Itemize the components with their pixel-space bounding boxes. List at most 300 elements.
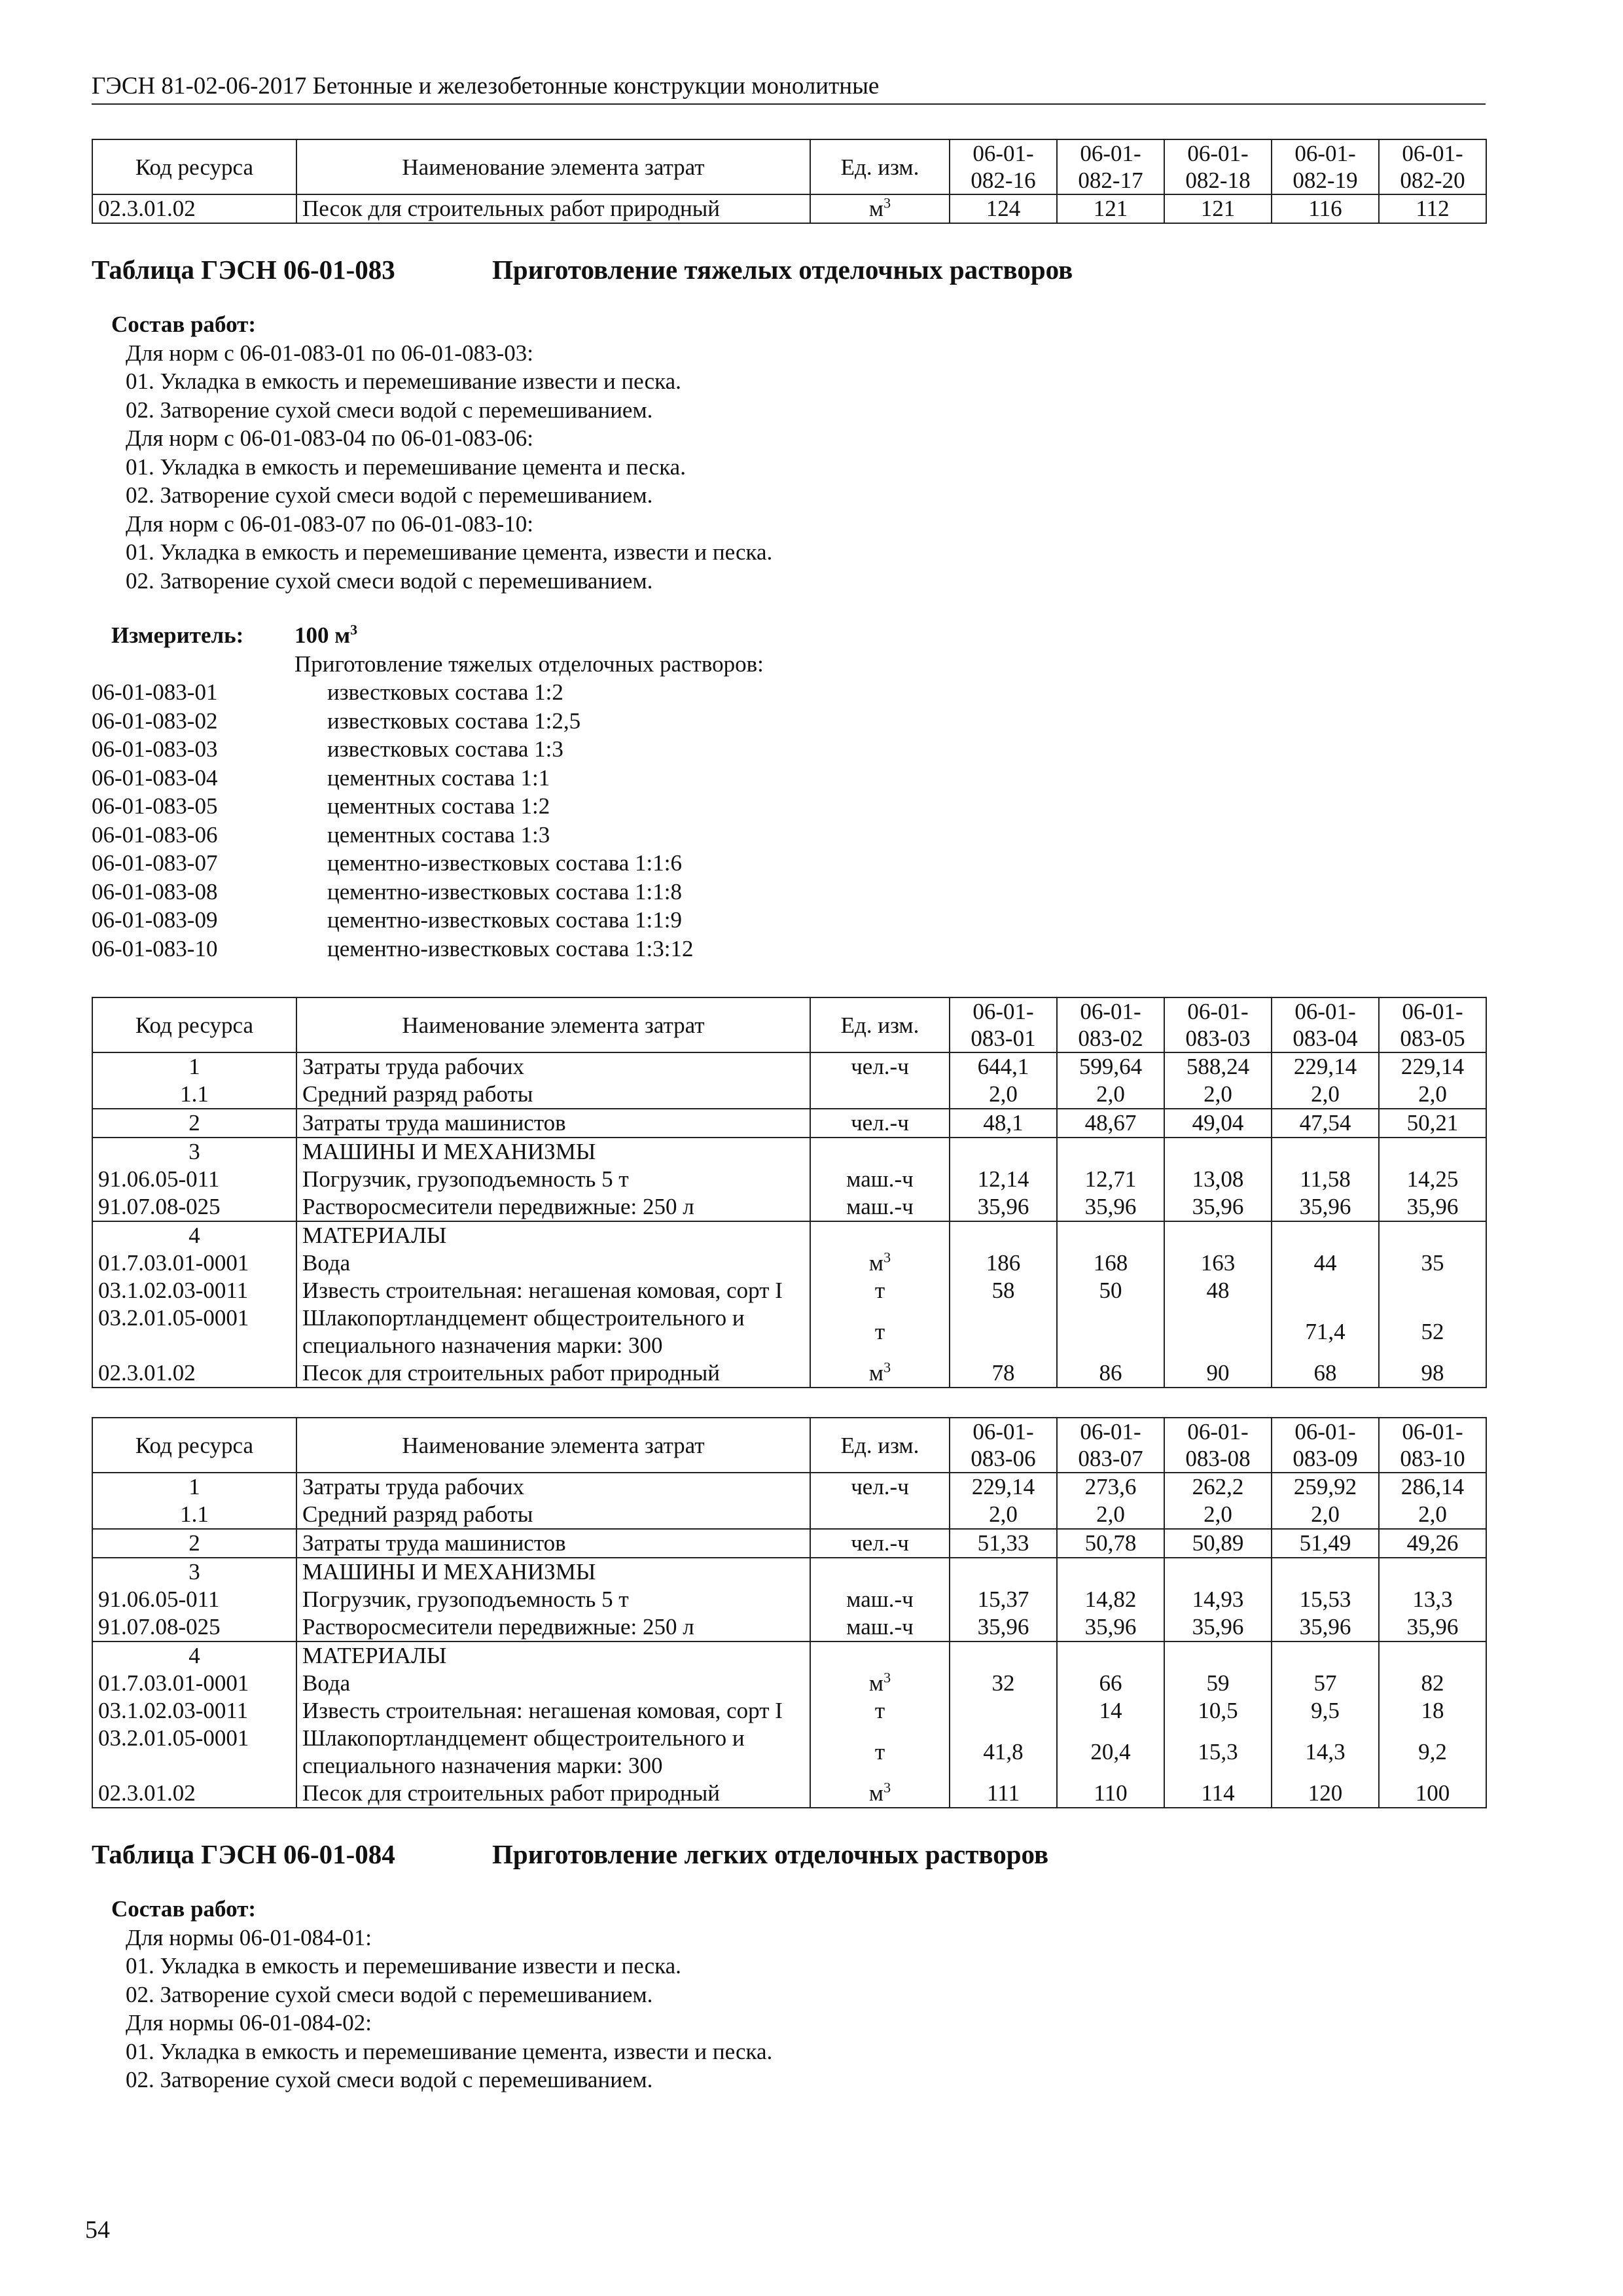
resource-name: Растворосмесители передвижные: 250 л: [296, 1193, 810, 1221]
value-cell: 35,96: [1379, 1193, 1486, 1221]
resource-code: 2: [92, 1529, 296, 1558]
value-cell: 50,89: [1164, 1529, 1272, 1558]
value-cell: [950, 1304, 1057, 1359]
table-row: [92, 1277, 1486, 1304]
table-row: [92, 1249, 1486, 1277]
norm-row: [92, 821, 1486, 850]
composition-label: Состав работ:: [111, 312, 256, 337]
norm-description: известковых состава 1:2,5: [327, 708, 581, 734]
resource-code: 1.1: [92, 1081, 296, 1109]
resource-code: 1: [92, 1052, 296, 1081]
value-cell: 13,3: [1379, 1586, 1486, 1613]
top-resource-table: [92, 139, 1487, 224]
table-row: [92, 1725, 1486, 1780]
norm-row: [92, 849, 1486, 878]
resource-unit: [810, 1081, 950, 1109]
value-cell: [950, 1138, 1057, 1166]
unit-text: м: [868, 1780, 884, 1806]
table-row: [92, 1670, 1486, 1697]
unit-text: маш.-ч: [846, 1614, 914, 1640]
value-cell: 2,0: [1057, 1501, 1164, 1529]
value-cell: 2,0: [1164, 1501, 1272, 1529]
value-cell: 15,3: [1164, 1725, 1272, 1780]
resource-unit: [810, 1558, 950, 1586]
value-cell: 2,0: [1272, 1501, 1379, 1529]
composition-line: 02. Затворение сухой смеси водой с перемешиванием.: [126, 567, 653, 594]
norm-row: [92, 792, 1486, 821]
value-cell: 229,14: [950, 1473, 1057, 1501]
value-cell: 35: [1379, 1249, 1486, 1277]
col-header-norm: [1379, 139, 1486, 194]
composition-line: Для нормы 06-01-084-02:: [126, 2010, 372, 2036]
table-row: [92, 194, 1486, 223]
table-row: [92, 1558, 1486, 1586]
value-cell: [1057, 1138, 1164, 1166]
value-cell: 35,96: [950, 1613, 1057, 1641]
norm-row: [92, 707, 1486, 736]
resource-name: МАТЕРИАЛЫ: [296, 1641, 810, 1670]
value-cell: [950, 1697, 1057, 1725]
composition-line: 02. Затворение сухой смеси водой с перемешиванием.: [126, 2067, 653, 2092]
value-cell: [1057, 1221, 1164, 1249]
col-header-norm: [950, 139, 1057, 194]
resource-code: 91.06.05-011: [92, 1586, 296, 1613]
value-cell: 644,1: [950, 1052, 1057, 1081]
value-cell: 124: [950, 194, 1057, 223]
resource-unit: [810, 1473, 950, 1501]
value-cell: 50,21: [1379, 1109, 1486, 1138]
resource-unit: [810, 1166, 950, 1193]
resource-name: Шлакопортландцемент общестроительного и специального назначения марки: 300: [296, 1304, 810, 1359]
col-header-norm: [1379, 1418, 1486, 1473]
composition-line: Для нормы 06-01-084-01:: [126, 1924, 372, 1950]
resource-name: МАШИНЫ И МЕХАНИЗМЫ: [296, 1558, 810, 1586]
resource-unit: [810, 1304, 950, 1359]
col-header-norm: [1272, 139, 1379, 194]
table-row: [92, 1221, 1486, 1249]
composition-084: [111, 1895, 1486, 2094]
unit-text: чел.-ч: [851, 1474, 909, 1499]
unit-text: м: [868, 1250, 884, 1276]
value-cell: [1272, 1641, 1379, 1670]
resource-unit: [810, 1138, 950, 1166]
value-cell: 47,54: [1272, 1109, 1379, 1138]
norm-code-label: 06-01- 082-17: [1078, 141, 1143, 193]
resource-code: 91.07.08-025: [92, 1193, 296, 1221]
col-header-norm: [1057, 1418, 1164, 1473]
value-cell: 9,5: [1272, 1697, 1379, 1725]
composition-line: 01. Укладка в емкость и перемешивание цемента, извести и песка.: [126, 2038, 773, 2064]
value-cell: [1272, 1221, 1379, 1249]
value-cell: 273,6: [1057, 1473, 1164, 1501]
resource-unit: [810, 1359, 950, 1388]
norm-code-label: 06-01- 083-09: [1293, 1419, 1358, 1471]
norm-code-label: 06-01- 083-06: [971, 1419, 1036, 1471]
norm-code-label: 06-01- 083-08: [1185, 1419, 1251, 1471]
unit-text: маш.-ч: [846, 1166, 914, 1192]
measure-label: Измеритель:: [111, 622, 244, 648]
resource-code: 02.3.01.02: [92, 1780, 296, 1808]
resource-name: Затраты труда машинистов: [296, 1529, 810, 1558]
unit-text: т: [874, 1278, 885, 1303]
value-cell: 48: [1164, 1277, 1272, 1304]
unit-text: т: [874, 1698, 885, 1723]
resource-name: Погрузчик, грузоподъемность 5 т: [296, 1586, 810, 1613]
value-cell: [1379, 1277, 1486, 1304]
unit-text: т: [874, 1319, 885, 1344]
norm-description: цементных состава 1:1: [327, 764, 550, 791]
norm-code: 06-01-083-07: [92, 850, 218, 876]
norm-description: цементных состава 1:2: [327, 793, 550, 819]
norm-row: [92, 735, 1486, 764]
document-page: [92, 72, 1486, 2094]
table-row: [92, 1586, 1486, 1613]
col-header-norm: [1164, 1418, 1272, 1473]
value-cell: 48,67: [1057, 1109, 1164, 1138]
resource-name: МАШИНЫ И МЕХАНИЗМЫ: [296, 1138, 810, 1166]
value-cell: 10,5: [1164, 1697, 1272, 1725]
value-cell: 163: [1164, 1249, 1272, 1277]
value-cell: [1057, 1558, 1164, 1586]
unit-text: маш.-ч: [846, 1194, 914, 1219]
resource-name: Погрузчик, грузоподъемность 5 т: [296, 1166, 810, 1193]
norm-row: [92, 906, 1486, 935]
resource-unit: [810, 1277, 950, 1304]
value-cell: 286,14: [1379, 1473, 1486, 1501]
value-cell: 51,33: [950, 1529, 1057, 1558]
col-header-norm: [950, 997, 1057, 1052]
measure-superscript: 3: [350, 621, 358, 638]
value-cell: 49,26: [1379, 1529, 1486, 1558]
value-cell: 13,08: [1164, 1166, 1272, 1193]
table-row: [92, 1641, 1486, 1670]
value-cell: [1272, 1138, 1379, 1166]
norm-code-label: 06-01- 082-19: [1293, 141, 1358, 193]
table-083-caption: Приготовление тяжелых отделочных растворов: [492, 255, 1073, 285]
table-084-number: Таблица ГЭСН 06-01-084: [92, 1839, 395, 1869]
table-row: [92, 1613, 1486, 1641]
col-header-norm: [1057, 997, 1164, 1052]
table-row: [92, 1193, 1486, 1221]
resource-unit: [810, 1586, 950, 1613]
resource-code: 3: [92, 1558, 296, 1586]
value-cell: 32: [950, 1670, 1057, 1697]
col-header-code: Код ресурса: [92, 1418, 296, 1473]
resource-unit: [810, 1221, 950, 1249]
resource-code: 01.7.03.01-0001: [92, 1249, 296, 1277]
value-cell: [950, 1221, 1057, 1249]
value-cell: 71,4: [1272, 1304, 1379, 1359]
col-header-norm: [1272, 1418, 1379, 1473]
col-header-unit: Ед. изм.: [810, 997, 950, 1052]
resource-name: Средний разряд работы: [296, 1081, 810, 1109]
value-cell: [1057, 1641, 1164, 1670]
norm-description: цементно-известковых состава 1:1:9: [327, 907, 682, 933]
norm-row: [92, 678, 1486, 707]
value-cell: 57: [1272, 1670, 1379, 1697]
value-cell: 116: [1272, 194, 1379, 223]
col-header-name: Наименование элемента затрат: [296, 139, 810, 194]
value-cell: 59: [1164, 1670, 1272, 1697]
value-cell: 90: [1164, 1359, 1272, 1388]
unit-text: м: [868, 1360, 884, 1386]
value-cell: 15,53: [1272, 1586, 1379, 1613]
col-header-norm: [1164, 997, 1272, 1052]
norm-code-label: 06-01- 083-04: [1293, 999, 1358, 1051]
norm-row: [92, 878, 1486, 906]
measure-value: [294, 621, 357, 650]
resource-table-083-part1: [92, 997, 1487, 1388]
table-084-caption: Приготовление легких отделочных растворов: [492, 1839, 1049, 1869]
table-row: [92, 1138, 1486, 1166]
resource-code: 02.3.01.02: [92, 1359, 296, 1388]
value-cell: [950, 1558, 1057, 1586]
col-header-name: Наименование элемента затрат: [296, 997, 810, 1052]
value-cell: 2,0: [1379, 1501, 1486, 1529]
composition-line: 02. Затворение сухой смеси водой с перемешиванием.: [126, 1981, 653, 2007]
value-cell: 50,78: [1057, 1529, 1164, 1558]
col-header-norm: [1379, 997, 1486, 1052]
resource-unit: [810, 1670, 950, 1697]
resource-name: Известь строительная: негашеная комовая, сорт I: [296, 1697, 810, 1725]
table-row: [92, 1697, 1486, 1725]
unit-text: чел.-ч: [851, 1054, 909, 1079]
unit-text: т: [874, 1739, 885, 1765]
norm-code: 06-01-083-01: [92, 679, 218, 705]
norm-description: известковых состава 1:3: [327, 736, 563, 762]
unit-text: м: [868, 196, 884, 221]
value-cell: [1272, 1558, 1379, 1586]
col-header-code: Код ресурса: [92, 997, 296, 1052]
norm-description: цементных состава 1:3: [327, 821, 550, 848]
value-cell: 112: [1379, 194, 1486, 223]
resource-name: Затраты труда рабочих: [296, 1473, 810, 1501]
norm-code-label: 06-01- 082-16: [971, 141, 1036, 193]
table-row: [92, 1052, 1486, 1081]
value-cell: 14,93: [1164, 1586, 1272, 1613]
value-cell: 121: [1164, 194, 1272, 223]
value-cell: 2,0: [1057, 1081, 1164, 1109]
composition-083: [111, 310, 1486, 595]
norm-code-label: 06-01- 083-10: [1400, 1419, 1465, 1471]
value-cell: 52: [1379, 1304, 1486, 1359]
value-cell: 35,96: [1057, 1613, 1164, 1641]
resource-unit: [810, 194, 950, 223]
value-cell: 41,8: [950, 1725, 1057, 1780]
resource-name: Средний разряд работы: [296, 1501, 810, 1529]
composition-line: 01. Укладка в емкость и перемешивание извести и песка.: [126, 368, 681, 394]
unit-superscript: 3: [883, 1249, 891, 1266]
resource-code: 2: [92, 1109, 296, 1138]
resource-unit: [810, 1641, 950, 1670]
value-cell: 15,37: [950, 1586, 1057, 1613]
unit-text: маш.-ч: [846, 1587, 914, 1612]
measure-row: [92, 650, 1486, 679]
table-row: [92, 1359, 1486, 1388]
resource-code: 01.7.03.01-0001: [92, 1670, 296, 1697]
value-cell: 66: [1057, 1670, 1164, 1697]
value-cell: 229,14: [1379, 1052, 1486, 1081]
resource-name: МАТЕРИАЛЫ: [296, 1221, 810, 1249]
value-cell: 51,49: [1272, 1529, 1379, 1558]
norm-code: 06-01-083-04: [92, 764, 218, 791]
norm-code: 06-01-083-09: [92, 907, 218, 933]
value-cell: 599,64: [1057, 1052, 1164, 1081]
composition-line: 01. Укладка в емкость и перемешивание цемента, извести и песка.: [126, 539, 773, 565]
resource-name: Растворосмесители передвижные: 250 л: [296, 1613, 810, 1641]
value-cell: 35,96: [1164, 1613, 1272, 1641]
table-083-title: [92, 254, 1486, 285]
value-cell: 44: [1272, 1249, 1379, 1277]
unit-text: чел.-ч: [851, 1110, 909, 1136]
table-row: [92, 1529, 1486, 1558]
table-083-number: Таблица ГЭСН 06-01-083: [92, 255, 395, 285]
value-cell: 588,24: [1164, 1052, 1272, 1081]
resource-unit: [810, 1697, 950, 1725]
norm-code: 06-01-083-02: [92, 708, 218, 734]
resource-unit: [810, 1725, 950, 1780]
col-header-norm: [1272, 997, 1379, 1052]
value-cell: 2,0: [1379, 1081, 1486, 1109]
measure-row: [92, 621, 1486, 650]
resource-name: Шлакопортландцемент общестроительного и специального назначения марки: 300: [296, 1725, 810, 1780]
value-cell: 86: [1057, 1359, 1164, 1388]
resource-unit: [810, 1613, 950, 1641]
resource-code: 03.1.02.03-0011: [92, 1277, 296, 1304]
resource-unit: [810, 1109, 950, 1138]
value-cell: [1164, 1558, 1272, 1586]
resource-name: Песок для строительных работ природный: [296, 194, 810, 223]
resource-name: Известь строительная: негашеная комовая, сорт I: [296, 1277, 810, 1304]
value-cell: 18: [1379, 1697, 1486, 1725]
measure-value-text: 100 м: [294, 622, 351, 648]
value-cell: 262,2: [1164, 1473, 1272, 1501]
norm-code-label: 06-01- 083-07: [1078, 1419, 1143, 1471]
value-cell: [1379, 1558, 1486, 1586]
value-cell: 168: [1057, 1249, 1164, 1277]
table-row: [92, 1109, 1486, 1138]
resource-unit: [810, 1052, 950, 1081]
col-header-unit: Ед. изм.: [810, 139, 950, 194]
col-header-unit: Ед. изм.: [810, 1418, 950, 1473]
value-cell: [950, 1641, 1057, 1670]
value-cell: 12,14: [950, 1166, 1057, 1193]
table-084-title: [92, 1839, 1486, 1870]
norm-description: цементно-известковых состава 1:1:8: [327, 878, 682, 905]
norm-code-label: 06-01- 082-20: [1400, 141, 1465, 193]
norm-code: 06-01-083-08: [92, 878, 218, 905]
value-cell: 35,96: [1057, 1193, 1164, 1221]
norm-code-label: 06-01- 083-01: [971, 999, 1036, 1051]
norm-description: цементно-известковых состава 1:1:6: [327, 850, 682, 876]
table-header-row: [92, 1418, 1486, 1473]
resource-unit: [810, 1529, 950, 1558]
norm-row: [92, 935, 1486, 963]
resource-name: Песок для строительных работ природный: [296, 1359, 810, 1388]
value-cell: 14,3: [1272, 1725, 1379, 1780]
unit-superscript: 3: [883, 1669, 891, 1686]
composition-label: Состав работ:: [111, 1896, 256, 1922]
value-cell: 20,4: [1057, 1725, 1164, 1780]
resource-code: 02.3.01.02: [92, 194, 296, 223]
value-cell: [1164, 1138, 1272, 1166]
norm-code-label: 06-01- 083-05: [1400, 999, 1465, 1051]
col-header-code: Код ресурса: [92, 139, 296, 194]
resource-unit: [810, 1501, 950, 1529]
resource-code: 03.2.01.05-0001: [92, 1725, 296, 1780]
resource-name: Затраты труда машинистов: [296, 1109, 810, 1138]
value-cell: 2,0: [1272, 1081, 1379, 1109]
resource-code: 03.1.02.03-0011: [92, 1697, 296, 1725]
table-row: [92, 1780, 1486, 1808]
value-cell: [1379, 1221, 1486, 1249]
value-cell: 35,96: [1164, 1193, 1272, 1221]
table-row: [92, 1166, 1486, 1193]
resource-unit: [810, 1249, 950, 1277]
table-row: [92, 1473, 1486, 1501]
value-cell: 229,14: [1272, 1052, 1379, 1081]
value-cell: 14: [1057, 1697, 1164, 1725]
resource-code: 91.07.08-025: [92, 1613, 296, 1641]
value-cell: 58: [950, 1277, 1057, 1304]
value-cell: 259,92: [1272, 1473, 1379, 1501]
unit-superscript: 3: [883, 1359, 891, 1376]
value-cell: 121: [1057, 194, 1164, 223]
value-cell: 11,58: [1272, 1166, 1379, 1193]
composition-line: 01. Укладка в емкость и перемешивание извести и песка.: [126, 1953, 681, 1979]
value-cell: 48,1: [950, 1109, 1057, 1138]
value-cell: 49,04: [1164, 1109, 1272, 1138]
value-cell: [1164, 1221, 1272, 1249]
norm-code-label: 06-01- 083-03: [1185, 999, 1251, 1051]
resource-unit: [810, 1193, 950, 1221]
value-cell: 100: [1379, 1780, 1486, 1808]
resource-name: Вода: [296, 1670, 810, 1697]
unit-text: м: [868, 1670, 884, 1696]
composition-line: Для норм с 06-01-083-07 по 06-01-083-10:: [126, 511, 533, 537]
value-cell: 9,2: [1379, 1725, 1486, 1780]
unit-text: чел.-ч: [851, 1530, 909, 1556]
resource-code: 3: [92, 1138, 296, 1166]
value-cell: 2,0: [1164, 1081, 1272, 1109]
col-header-norm: [1164, 139, 1272, 194]
value-cell: 50: [1057, 1277, 1164, 1304]
table-row: [92, 1081, 1486, 1109]
norm-code-label: 06-01- 083-02: [1078, 999, 1143, 1051]
value-cell: 14,25: [1379, 1166, 1486, 1193]
running-header: ГЭСН 81-02-06-2017 Бетонные и железобетонные конструкции монолитные: [92, 72, 1486, 105]
value-cell: 78: [950, 1359, 1057, 1388]
composition-line: 01. Укладка в емкость и перемешивание цемента и песка.: [126, 454, 686, 480]
value-cell: 186: [950, 1249, 1057, 1277]
value-cell: 2,0: [950, 1501, 1057, 1529]
value-cell: 120: [1272, 1780, 1379, 1808]
value-cell: 35,96: [950, 1193, 1057, 1221]
norm-description: цементно-известковых состава 1:3:12: [327, 935, 694, 961]
table-row: [92, 1304, 1486, 1359]
norm-code: 06-01-083-06: [92, 821, 218, 848]
value-cell: 12,71: [1057, 1166, 1164, 1193]
composition-line: Для норм с 06-01-083-04 по 06-01-083-06:: [126, 425, 533, 451]
value-cell: 2,0: [950, 1081, 1057, 1109]
measure-subtitle: Приготовление тяжелых отделочных растворов:: [294, 651, 764, 677]
resource-name: Вода: [296, 1249, 810, 1277]
table-header-row: [92, 997, 1486, 1052]
value-cell: 98: [1379, 1359, 1486, 1388]
value-cell: 111: [950, 1780, 1057, 1808]
table-row: [92, 1501, 1486, 1529]
value-cell: 68: [1272, 1359, 1379, 1388]
